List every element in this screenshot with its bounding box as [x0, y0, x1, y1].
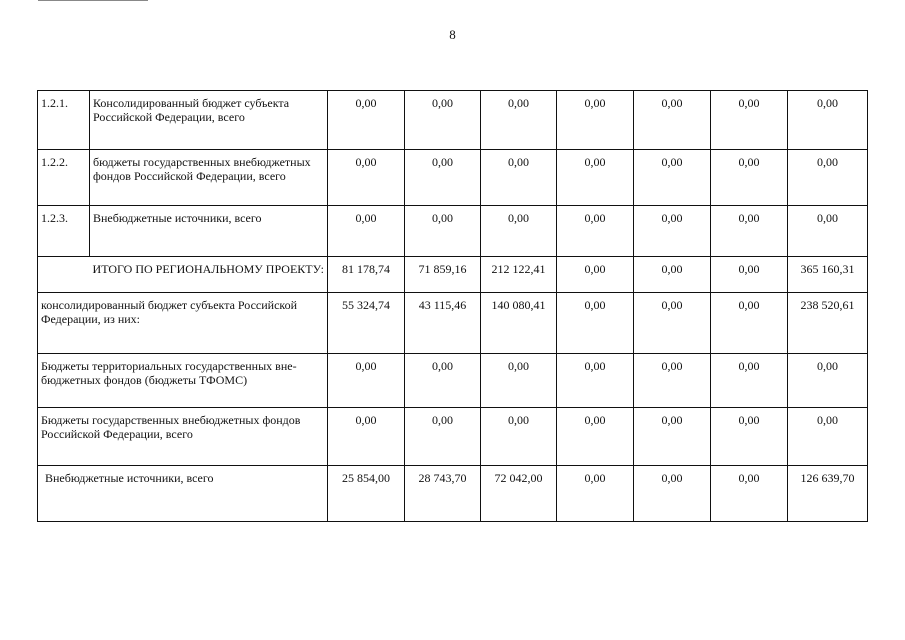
cell-value: 0,00 [634, 466, 711, 522]
cell-value: 238 520,61 [788, 293, 868, 354]
cell-value: 0,00 [405, 206, 481, 257]
cell-value: 0,00 [711, 150, 788, 206]
cell-value: 0,00 [328, 206, 405, 257]
cell-value: 0,00 [405, 150, 481, 206]
scan-edge-mark [38, 0, 148, 3]
cell-value: 0,00 [788, 408, 868, 466]
cell-value: 0,00 [405, 408, 481, 466]
cell-value: 0,00 [634, 206, 711, 257]
table-row [38, 466, 868, 522]
cell-value: 81 178,74 [328, 257, 405, 293]
cell-value: 0,00 [328, 354, 405, 408]
cell-value: 0,00 [481, 91, 557, 150]
cell-value: 0,00 [481, 150, 557, 206]
table-row [38, 293, 868, 354]
row-code: 1.2.3. [38, 206, 90, 257]
cell-value: 0,00 [481, 206, 557, 257]
cell-value: 25 854,00 [328, 466, 405, 522]
cell-value: 72 042,00 [481, 466, 557, 522]
budget-table [37, 90, 868, 522]
cell-value: 365 160,31 [788, 257, 868, 293]
cell-value: 0,00 [557, 466, 634, 522]
cell-value: 0,00 [557, 91, 634, 150]
total-row [38, 257, 868, 293]
row-label: бюджеты государственных внебюджетных фондов Российской Федерации, всего [90, 150, 328, 206]
cell-value: 28 743,70 [405, 466, 481, 522]
cell-value: 0,00 [711, 466, 788, 522]
cell-value: 0,00 [557, 150, 634, 206]
cell-value: 140 080,41 [481, 293, 557, 354]
cell-value: 71 859,16 [405, 257, 481, 293]
cell-value: 0,00 [481, 354, 557, 408]
row-code: 1.2.1. [38, 91, 90, 150]
cell-value: 0,00 [788, 354, 868, 408]
cell-value: 0,00 [405, 354, 481, 408]
cell-value: 0,00 [711, 206, 788, 257]
cell-value: 0,00 [328, 150, 405, 206]
cell-value: 0,00 [634, 354, 711, 408]
table-row [38, 206, 868, 257]
cell-value: 0,00 [711, 408, 788, 466]
row-label: Консолидированный бюджет субъекта Российской Федерации, всего [90, 91, 328, 150]
cell-value: 0,00 [557, 354, 634, 408]
table-row [38, 91, 868, 150]
cell-value: 0,00 [788, 206, 868, 257]
cell-value: 0,00 [328, 91, 405, 150]
cell-value: 0,00 [711, 354, 788, 408]
table-row [38, 354, 868, 408]
table-row [38, 408, 868, 466]
cell-value: 0,00 [788, 91, 868, 150]
cell-value: 212 122,41 [481, 257, 557, 293]
row-label: Внебюджетные источники, всего [90, 206, 328, 257]
row-label: консолидированный бюджет субъекта Российской Федерации, из них: [38, 293, 328, 354]
row-label: Внебюджетные источники, всего [38, 466, 328, 522]
cell-value: 0,00 [557, 408, 634, 466]
cell-value: 0,00 [634, 293, 711, 354]
cell-value: 0,00 [634, 408, 711, 466]
cell-value: 0,00 [405, 91, 481, 150]
cell-value: 0,00 [711, 293, 788, 354]
cell-value: 0,00 [557, 206, 634, 257]
cell-value: 55 324,74 [328, 293, 405, 354]
cell-value: 0,00 [481, 408, 557, 466]
cell-value: 43 115,46 [405, 293, 481, 354]
cell-value: 0,00 [634, 91, 711, 150]
cell-value: 126 639,70 [788, 466, 868, 522]
table-row [38, 150, 868, 206]
cell-value: 0,00 [557, 257, 634, 293]
row-code: 1.2.2. [38, 150, 90, 206]
total-label: ИТОГО ПО РЕГИОНАЛЬНОМУ ПРОЕКТУ: [38, 257, 328, 293]
cell-value: 0,00 [634, 150, 711, 206]
cell-value: 0,00 [557, 293, 634, 354]
row-label: Бюджеты государственных внебюджетных фондов Российской Федерации, всего [38, 408, 328, 466]
cell-value: 0,00 [328, 408, 405, 466]
cell-value: 0,00 [634, 257, 711, 293]
cell-value: 0,00 [711, 257, 788, 293]
row-label: Бюджеты территориальных государственных вне-бюджетных фондов (бюджеты ТФОМС) [38, 354, 328, 408]
cell-value: 0,00 [711, 91, 788, 150]
page-number: 8 [449, 27, 456, 42]
cell-value: 0,00 [788, 150, 868, 206]
